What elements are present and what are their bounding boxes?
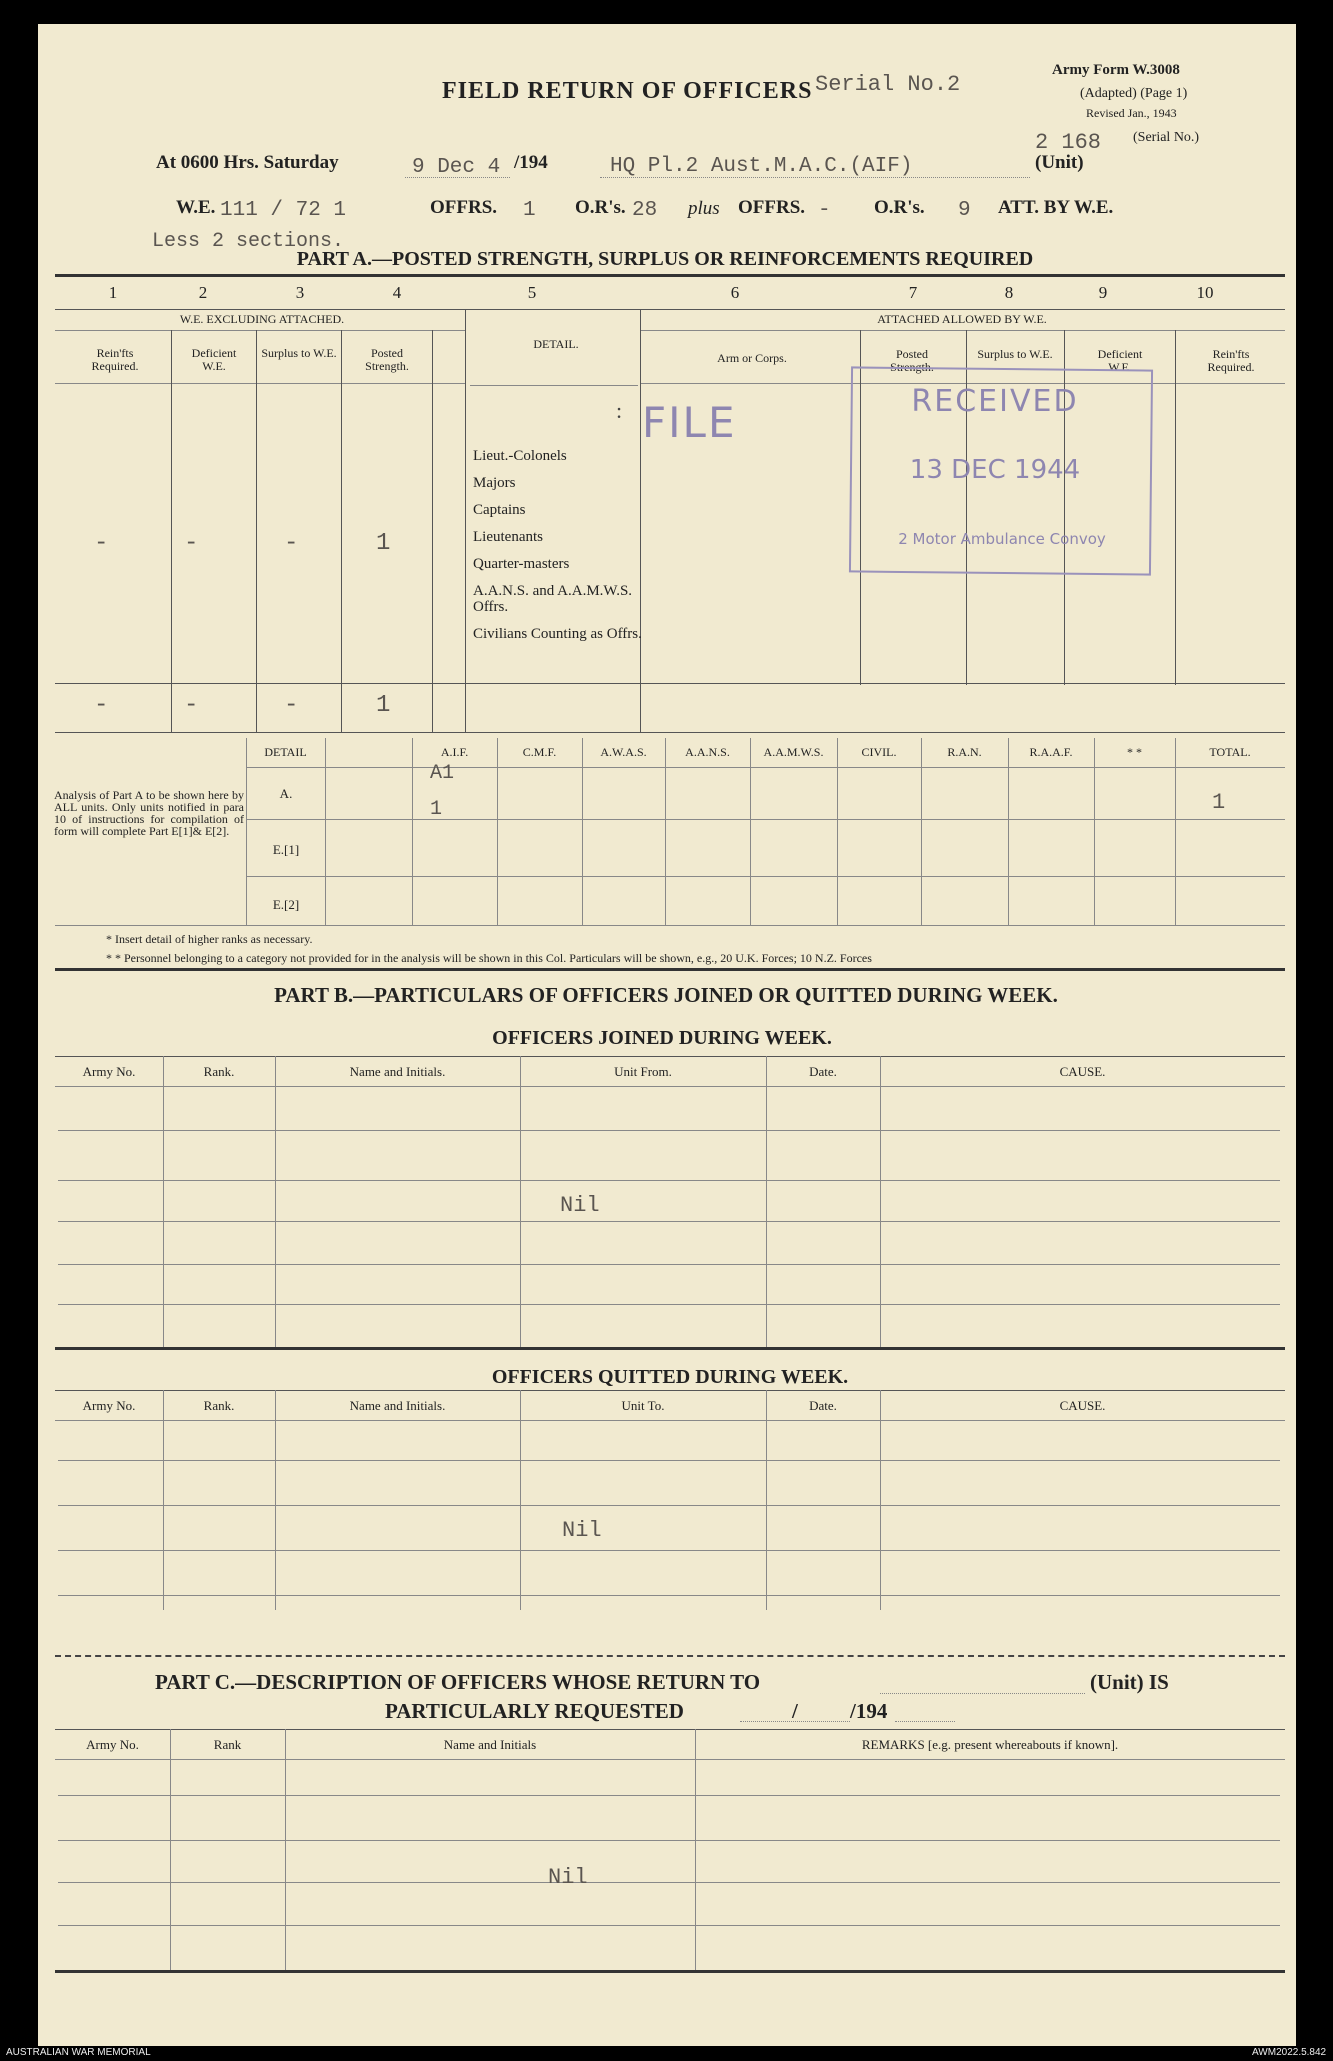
- part-a-bottom-rule: [55, 732, 1285, 733]
- part-c-col-rule: [170, 1729, 171, 1970]
- analysis-header: CIVIL.: [861, 745, 897, 759]
- att-by-we: ATT. BY W.E.: [998, 197, 1114, 218]
- analysis-aif-1: A1: [430, 762, 455, 785]
- part-a-totals-rule: [55, 683, 1285, 684]
- detail-row-label: Captains: [473, 502, 526, 518]
- part-c-header-bottom: [55, 1759, 1285, 1760]
- col-numbers-rule: [55, 309, 1285, 310]
- analysis-note: Analysis of Part A to be shown here by ALL units. Only units notified in para 10 of instructions for compilation of form will complete Part E[1]& E[2].: [54, 788, 244, 838]
- part-c-row-rule: [58, 1840, 1280, 1841]
- quitted-header-top: [55, 1390, 1285, 1391]
- column-number: 10: [1196, 283, 1214, 302]
- analysis-row-rule: [246, 876, 1285, 877]
- quitted-header: Unit To.: [621, 1398, 665, 1413]
- entry-c2: -: [184, 530, 199, 557]
- part-c-top-rule: [55, 1655, 1285, 1657]
- date-value: 9 Dec 4: [412, 156, 501, 179]
- detail-row-label: A.A.N.S. and A.A.M.W.S. Offrs.: [473, 583, 633, 615]
- quitted-row-rule: [58, 1460, 1280, 1461]
- joined-header: Date.: [809, 1064, 837, 1079]
- vrule: [432, 330, 433, 732]
- quitted-row-rule: [58, 1505, 1280, 1506]
- quitted-header: Rank.: [203, 1398, 235, 1413]
- detail-row-label: Lieutenants: [473, 529, 543, 545]
- plus-word: plus: [688, 198, 720, 219]
- we-value: 111 / 72 1: [220, 199, 347, 222]
- part-c-bottom-rule: [55, 1970, 1285, 1973]
- analysis-row-rule: [246, 767, 1285, 768]
- quitted-col-rule: [275, 1390, 276, 1610]
- analysis-header: * *: [1127, 745, 1142, 759]
- vrule: [256, 330, 257, 732]
- group-right-header: ATTACHED ALLOWED BY W.E.: [877, 312, 1047, 326]
- quitted-header: Date.: [809, 1398, 837, 1413]
- quitted-col-rule: [880, 1390, 881, 1610]
- hdr-c10: Rein'fts Required.: [1207, 347, 1255, 374]
- ors2-label: O.R's.: [874, 197, 925, 218]
- year-label: /194: [514, 152, 548, 173]
- analysis-header: TOTAL.: [1209, 745, 1251, 759]
- analysis-header: A.A.N.S.: [685, 745, 730, 759]
- quitted-nil: Nil: [562, 1518, 602, 1543]
- column-number: 6: [730, 283, 740, 302]
- part-c-header-top: [55, 1729, 1285, 1730]
- part-c-unit-dotline: [880, 1693, 1085, 1694]
- detail-row-label: Lieut.-Colonels: [473, 448, 567, 464]
- joined-header: Unit From.: [614, 1064, 672, 1079]
- analysis-aif-2: 1: [430, 798, 443, 821]
- vrule: [171, 330, 172, 732]
- entry-c3: -: [284, 530, 299, 557]
- joined-row-rule: [58, 1180, 1280, 1181]
- serial-overprint: Serial No.2: [815, 72, 961, 97]
- file-colon: :: [616, 398, 623, 423]
- file-stamp: FILE: [642, 398, 737, 447]
- quitted-header: Name and Initials.: [349, 1398, 446, 1413]
- joined-header-top: [55, 1056, 1285, 1057]
- total-c3: -: [284, 692, 299, 719]
- analysis-row-label: A.: [279, 786, 293, 801]
- joined-title: OFFICERS JOINED DURING WEEK.: [492, 1027, 832, 1049]
- plus-offrs-value: -: [818, 199, 831, 222]
- column-number: 4: [392, 283, 402, 302]
- hdr-c1: Rein'fts Required.: [91, 346, 139, 373]
- part-b-title: PART B.—PARTICULARS OF OFFICERS JOINED OR QUITTED DURING WEEK.: [274, 983, 1058, 1007]
- column-number: 1: [108, 283, 118, 302]
- analysis-row-rule: [246, 819, 1285, 820]
- ors2-value: 9: [958, 199, 971, 222]
- quitted-title: OFFICERS QUITTED DURING WEEK.: [491, 1366, 849, 1388]
- total-c4: 1: [376, 692, 391, 719]
- serial-no-value: 2 168: [1035, 130, 1102, 155]
- vrule: [465, 309, 466, 732]
- group-left-rule: [55, 330, 465, 331]
- joined-header: Army No.: [82, 1064, 136, 1079]
- received-stamp-title: RECEIVED: [911, 384, 1079, 419]
- plus-offrs-label: OFFRS.: [738, 197, 806, 218]
- entry-c1: -: [94, 530, 109, 557]
- joined-row-rule: [58, 1304, 1280, 1305]
- quitted-row-rule: [58, 1550, 1280, 1551]
- offrs-label: OFFRS.: [430, 197, 498, 218]
- group-right-rule: [640, 330, 1285, 331]
- part-a-top-rule: [55, 274, 1285, 277]
- analysis-header: R.A.A.F.: [1029, 745, 1073, 759]
- part-c-row-rule: [58, 1795, 1280, 1796]
- header-bottom-left: [55, 383, 465, 384]
- hdr-c5: DETAIL.: [533, 337, 579, 351]
- received-stamp-unit: 2 Motor Ambulance Convoy: [898, 530, 1106, 548]
- analysis-header: A.A.M.W.S.: [763, 745, 824, 759]
- group-left-header: W.E. EXCLUDING ATTACHED.: [179, 312, 345, 326]
- analysis-header: DETAIL: [264, 745, 307, 759]
- detail-row-label: Quarter-masters: [473, 556, 570, 572]
- column-number: 3: [295, 283, 305, 302]
- quitted-header-bottom: [55, 1420, 1285, 1421]
- column-number: 2: [198, 283, 208, 302]
- hdr-c3: Surplus to W.E.: [261, 346, 337, 360]
- hdr-c6: Arm or Corps.: [717, 351, 787, 365]
- unit-value: HQ Pl.2 Aust.M.A.C.(AIF): [610, 155, 913, 178]
- quitted-row-rule: [58, 1595, 1280, 1596]
- less-sections-note: Less 2 sections.: [152, 230, 345, 253]
- column-number: 8: [1004, 283, 1014, 302]
- detail-row-label: Civilians Counting as Offrs.: [473, 626, 642, 642]
- adapted-note: (Adapted) (Page 1): [1080, 86, 1188, 101]
- joined-header-bottom: [55, 1086, 1285, 1087]
- joined-header: CAUSE.: [1059, 1064, 1106, 1079]
- revised-note: Revised Jan., 1943: [1086, 106, 1177, 120]
- footer-right: AWM2022.5.842: [1252, 2047, 1327, 2058]
- quitted-header: CAUSE.: [1059, 1398, 1106, 1413]
- part-c-year: /194: [850, 1699, 888, 1723]
- quitted-header: Army No.: [82, 1398, 136, 1413]
- joined-row-rule: [58, 1264, 1280, 1265]
- header-bottom-mid: [470, 385, 638, 386]
- hdr-c9: Deficient W.E.: [1097, 347, 1143, 374]
- part-c-row-rule: [58, 1882, 1280, 1883]
- vrule: [341, 330, 342, 732]
- analysis-total: 1: [1212, 790, 1226, 815]
- analysis-header: R.A.N.: [947, 745, 982, 759]
- part-c-col-rule: [285, 1729, 286, 1970]
- part-c-title-2: PARTICULARLY REQUESTED: [385, 1699, 684, 1723]
- ors-value: 28: [632, 199, 658, 222]
- received-stamp-date: 13 DEC 1944: [909, 455, 1081, 485]
- column-number: 7: [908, 283, 918, 302]
- part-c-header: Army No.: [86, 1737, 139, 1752]
- total-c2: -: [184, 692, 199, 719]
- part-a-title: PART A.—POSTED STRENGTH, SURPLUS OR REINFORCEMENTS REQUIRED: [296, 248, 1034, 270]
- part-c-header: Rank: [213, 1737, 242, 1752]
- hdr-c8: Surplus to W.E.: [977, 347, 1053, 361]
- quitted-col-rule: [163, 1390, 164, 1610]
- analysis-header: C.M.F.: [522, 745, 557, 759]
- form-title: FIELD RETURN OF OFFICERS: [442, 78, 813, 104]
- quitted-col-rule: [520, 1390, 521, 1610]
- footnote-2: * * Personnel belonging to a category not provided for in the analysis will be shown in this Col. Particulars will be shown, e.g., 20 U.K. Forces; 10 N.Z. Forces: [106, 951, 872, 965]
- unit-underline: [600, 177, 1030, 178]
- analysis-row-label: E.[1]: [272, 842, 300, 857]
- analysis-header: A.W.A.S.: [600, 745, 647, 759]
- column-number: 5: [527, 283, 537, 302]
- joined-nil: Nil: [560, 1193, 600, 1218]
- hdr-c2: Deficient W.E.: [191, 346, 237, 373]
- part-c-col-rule: [695, 1729, 696, 1970]
- date-underline: [405, 177, 510, 178]
- part-c-header: Name and Initials: [443, 1737, 537, 1752]
- part-c-year-dotline: [895, 1721, 955, 1722]
- part-c-slash: /: [792, 1699, 798, 1723]
- analysis-bottom-rule: [55, 925, 1285, 926]
- quitted-col-rule: [766, 1390, 767, 1610]
- part-c-nil: Nil: [548, 1865, 588, 1890]
- part-c-unit-is: (Unit) IS: [1090, 1670, 1169, 1694]
- footnote-1: * Insert detail of higher ranks as necessary.: [106, 932, 313, 946]
- vrule: [640, 309, 641, 732]
- at-hours-label: At 0600 Hrs. Saturday: [156, 152, 339, 173]
- army-form-number: Army Form W.3008: [1052, 62, 1180, 78]
- joined-row-rule: [58, 1130, 1280, 1131]
- part-c-header: REMARKS [e.g. present whereabouts if known].: [861, 1737, 1119, 1752]
- total-c1: -: [94, 692, 109, 719]
- joined-row-rule: [58, 1221, 1280, 1222]
- entry-c4: 1: [376, 530, 391, 557]
- analysis-header: A.I.F.: [440, 745, 469, 759]
- hdr-c7: Posted Strength.: [890, 347, 934, 374]
- joined-bottom-rule: [55, 1347, 1285, 1350]
- joined-header: Rank.: [203, 1064, 235, 1079]
- unit-label: (Unit): [1035, 152, 1084, 173]
- column-number: 9: [1098, 283, 1108, 302]
- hdr-c4: Posted Strength.: [365, 346, 409, 373]
- serial-no-label: (Serial No.): [1133, 130, 1200, 145]
- footer-left: AUSTRALIAN WAR MEMORIAL: [6, 2047, 151, 2058]
- part-b-top-rule: [55, 968, 1285, 971]
- vrule: [1175, 330, 1176, 685]
- analysis-row-label: E.[2]: [272, 897, 300, 912]
- part-c-title-1: PART C.—DESCRIPTION OF OFFICERS WHOSE RETURN TO: [155, 1670, 761, 1694]
- we-label: W.E.: [176, 197, 216, 218]
- part-c-row-rule: [58, 1925, 1280, 1926]
- offrs-value: 1: [523, 199, 536, 222]
- detail-row-label: Majors: [473, 475, 516, 491]
- ors-label: O.R's.: [575, 197, 626, 218]
- joined-header: Name and Initials.: [349, 1064, 446, 1079]
